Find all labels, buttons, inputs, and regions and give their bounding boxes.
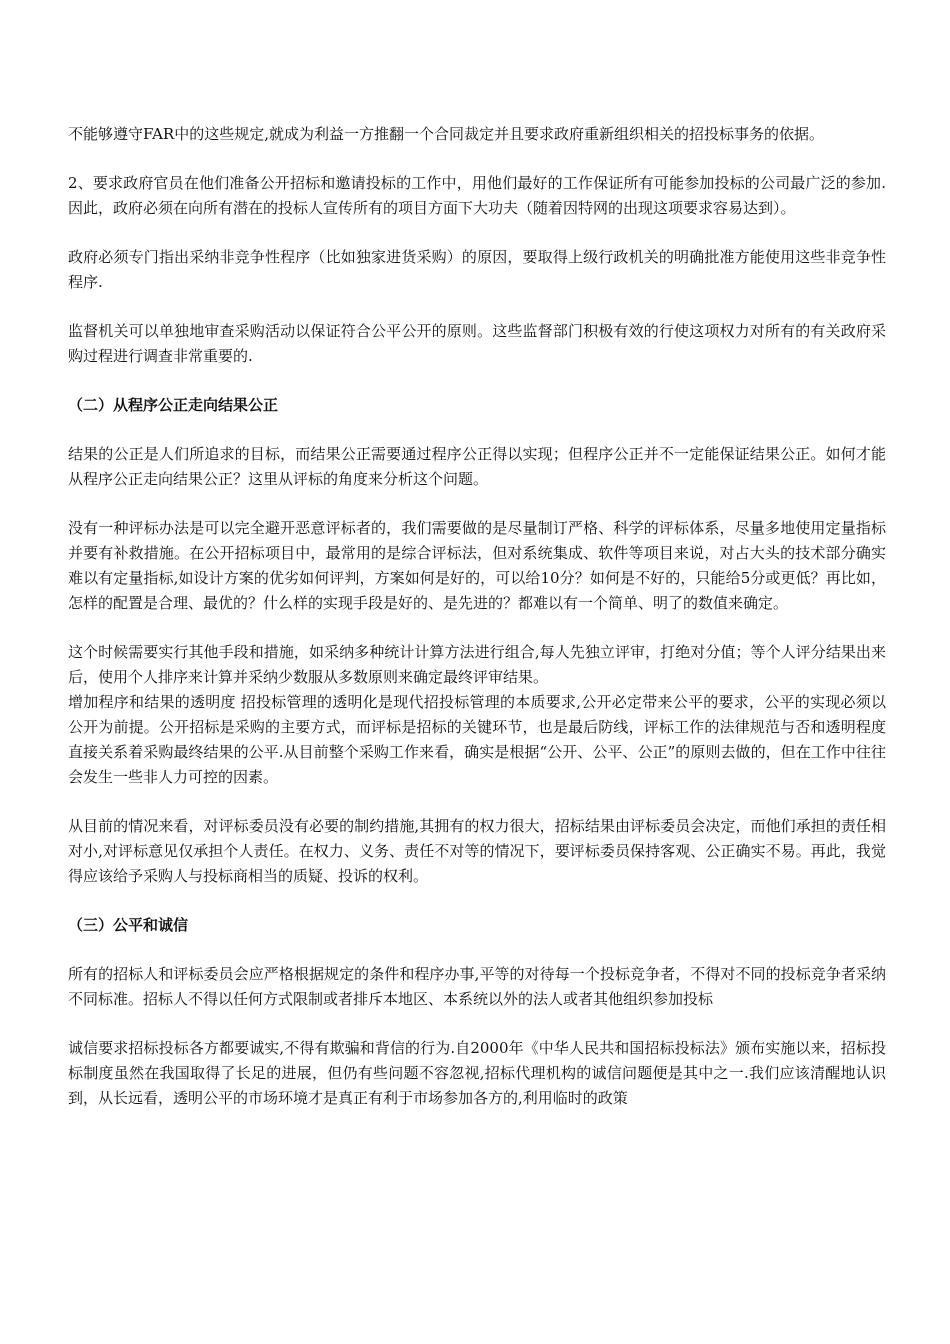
paragraph-non-competitive: 政府必须专门指出采纳非竞争性程序（比如独家进货采购）的原因，要取得上级行政机关的明确批准方能使用这些非竞争性程序.: [68, 248, 886, 291]
document-page: [68, 122, 886, 1135]
paragraph-evaluation-methods: 没有一种评标办法是可以完全避开恶意评标者的，我们需要做的是尽量制订严格、科学的评标体系，尽量多地使用定量指标并要有补救措施。在公开招标项目中，最常用的是综合评标法，但对系统集成、软件等项目来说，对占大头的技术部分确实难以有定量指标,如设计方案的优劣如何评判，方案如何是好的，可以给10分？如何是不好的，只能给5分或更低？再比如，怎样的配置是合理、最优的？什么样的实现手段是好的、是先进的？都难以有一个简单、明了的数值来确定。: [68, 519, 886, 612]
paragraph-equal-treatment: 所有的招标人和评标委员会应严格根据规定的条件和程序办事,平等的对待每一个投标竞争者，不得对不同的投标竞争者采纳不同标准。招标人不得以任何方式限制或者排斥本地区、本系统以外的法人或者其他组织参加投标: [68, 965, 886, 1008]
section-heading-3: （三）公平和诚信: [68, 916, 189, 934]
paragraph-point-2: 2、要求政府官员在他们准备公开招标和邀请投标的工作中，用他们最好的工作保证所有可能参加投标的公司最广泛的参加.因此，政府必须在向所有潜在的投标人宣传所有的项目方面下大功夫（随着因特网的出现这项要求容易达到）。: [68, 174, 886, 217]
paragraph-other-measures: 这个时候需要实行其他手段和措施，如采纳多种统计计算方法进行组合,每人先独立评审，打绝对分值；等个人评分结果出来后，使用个人排序来计算并采纳少数服从多数原则来确定最终评审结果。: [68, 643, 886, 686]
paragraph-committee-power: 从目前的情况来看，对评标委员没有必要的制约措施,其拥有的权力很大，招标结果由评标委员会决定，而他们承担的责任相对小,对评标意见仅承担个人责任。在权力、义务、责任不对等的情况下，要评标委员保持客观、公正确实不易。再此，我觉得应该给予采购人与投标商相当的质疑、投诉的权利。: [68, 817, 886, 885]
paragraph-supervision: 监督机关可以单独地审查采购活动以保证符合公平公开的原则。这些监督部门积极有效的行使这项权力对所有的有关政府采购过程进行调查非常重要的.: [68, 322, 886, 365]
paragraph-integrity: 诚信要求招标投标各方都要诚实,不得有欺骗和背信的行为.自2000年《中华人民共和国招标投标法》颁布实施以来，招标投标制度虽然在我国取得了长足的进展，但仍有些问题不容忽视,招标代理机构的诚信问题便是其中之一.我们应该清醒地认识到，从长远看，透明公平的市场环境才是真正有利于市场参加各方的,利用临时的政策: [68, 1039, 886, 1107]
paragraph-transparency: 增加程序和结果的透明度 招投标管理的透明化是现代招投标管理的本质要求,公开必定带来公平的要求，公平的实现必须以公开为前提。公开招标是采购的主要方式，而评标是招标的关键环节，也是最后防线，评标工作的法律规范与否和透明程度直接关系着采购最终结果的公平.从目前整个采购工作来看，确实是根据“公开、公平、公正”的原则去做的，但在工作中往往会发生一些非人力可控的因素。: [68, 693, 886, 786]
section-heading-2: （二）从程序公正走向结果公正: [68, 396, 279, 414]
paragraph-result-fairness: 结果的公正是人们所追求的目标，而结果公正需要通过程序公正得以实现；但程序公正并不一定能保证结果公正。如何才能从程序公正走向结果公正？这里从评标的角度来分析这个问题。: [68, 445, 886, 488]
paragraph-far-rules: 不能够遵守FAR中的这些规定,就成为利益一方推翻一个合同裁定并且要求政府重新组织相关的招投标事务的依据。: [68, 125, 825, 143]
